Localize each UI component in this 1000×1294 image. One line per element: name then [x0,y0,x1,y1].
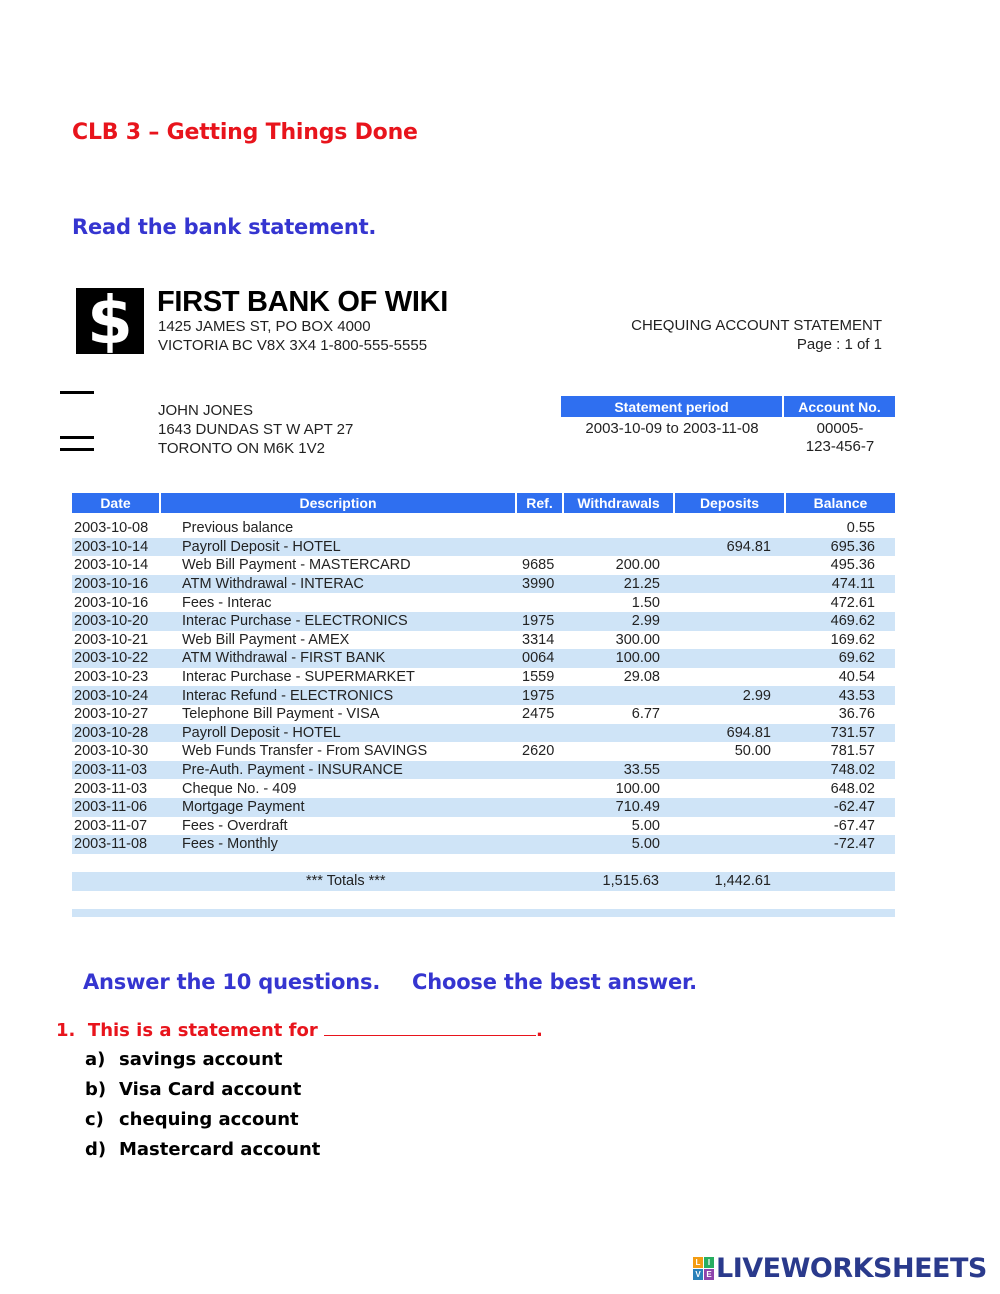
cell-description: Telephone Bill Payment - VISA [182,706,380,723]
table-row [72,631,895,650]
cell-ref [516,779,563,798]
cell-balance: -62.47 [785,798,895,817]
cell-balance: 474.11 [785,575,895,594]
cell-description: Fees - Interac [182,594,272,611]
cell-withdrawals: 100.00 [563,649,674,668]
cell-withdrawals: 710.49 [563,798,674,817]
cell-balance: 472.61 [830,594,875,611]
instruction-text: Read the bank statement. [72,215,377,239]
cell-date: 2003-10-08 [74,520,149,537]
table-row [72,835,895,854]
cell-date: 2003-10-23 [74,669,149,686]
bank-name: FIRST BANK OF WIKI [157,286,449,318]
column-header-date: Date [72,493,160,513]
cell-ref: 2620 [522,743,555,760]
cell-deposits [674,575,785,594]
table-row [72,556,895,575]
cell-description: ATM Withdrawal - FIRST BANK [160,649,516,668]
dollar-icon: $ [87,282,133,359]
cell-deposits: 50.00 [734,743,771,760]
liveworksheets-icon [693,1257,714,1280]
totals-withdrawals: 1,515.63 [602,873,659,889]
answer-blank[interactable] [324,1019,536,1036]
table-row [72,724,895,743]
cell-deposits [674,612,785,631]
cell-date: 2003-10-20 [72,612,160,631]
table-row [72,705,895,724]
cell-description: ATM Withdrawal - INTERAC [160,575,516,594]
cell-deposits [674,513,785,538]
cell-description: Payroll Deposit - HOTEL [160,538,516,557]
table-header-row [72,493,895,513]
table-row [72,686,895,705]
fold-mark [60,391,94,394]
cell-description: Mortgage Payment [160,798,516,817]
option-text: Visa Card account [119,1079,302,1100]
totals-label: *** Totals *** [306,873,386,889]
bank-address-line2: VICTORIA BC V8X 3X4 1-800-555-5555 [158,337,428,354]
cell-deposits [674,835,785,854]
cell-date: 2003-10-14 [74,557,149,574]
cell-description: Previous balance [182,520,294,537]
cell-balance: 695.36 [785,538,895,557]
cell-date: 2003-10-28 [72,724,160,743]
cell-balance: -72.47 [785,835,895,854]
cell-ref [516,761,563,780]
column-header-ref: Ref. [516,493,563,513]
cell-date: 2003-11-03 [72,761,160,780]
option-text: savings account [119,1049,283,1070]
cell-ref: 2475 [522,706,555,723]
cell-deposits [674,631,785,650]
cell-date: 2003-10-16 [74,594,149,611]
cell-balance: 495.36 [830,557,875,574]
cell-withdrawals [563,686,674,705]
option-letter: c) [85,1109,104,1130]
cell-date: 2003-11-06 [72,798,160,817]
cell-balance: 731.57 [785,724,895,743]
cell-balance: 781.57 [830,743,875,760]
cell-balance: 648.02 [830,780,875,797]
cell-date: 2003-10-30 [74,743,149,760]
account-number-value [785,420,895,456]
table-row [72,593,895,612]
cell-withdrawals [563,742,674,761]
liveworksheets-brand: LIVEWORKSHEETS [716,1253,987,1284]
cell-deposits [674,798,785,817]
cell-balance: 0.55 [846,520,875,537]
customer-name: JOHN JONES [158,402,254,419]
cell-balance: 169.62 [830,631,875,648]
table-row [72,761,895,780]
cell-deposits: 694.81 [674,724,785,743]
transactions-table [72,493,895,854]
column-header-deposits: Deposits [674,493,785,513]
cell-deposits [674,779,785,798]
cell-withdrawals: 33.55 [563,761,674,780]
statement-period-header: Statement period [561,396,782,417]
cell-description: Fees - Overdraft [182,817,288,834]
cell-date: 2003-10-24 [72,686,160,705]
option-letter: b) [85,1079,107,1100]
cell-balance: 469.62 [785,612,895,631]
cell-withdrawals [563,513,674,538]
logo-square: I [704,1257,714,1268]
cell-ref [516,538,563,557]
answer-option-d[interactable] [85,1139,320,1160]
cell-ref: 0064 [516,649,563,668]
statement-type: CHEQUING ACCOUNT STATEMENT [631,317,882,334]
cell-ref [516,593,563,612]
cell-description: Web Bill Payment - AMEX [182,631,350,648]
cell-description: Web Funds Transfer - From SAVINGS [182,743,428,760]
cell-date: 2003-11-07 [74,817,148,834]
cell-deposits [674,649,785,668]
cell-deposits [674,556,785,575]
cell-ref [516,817,563,836]
cell-deposits: 694.81 [674,538,785,557]
table-row [72,668,895,687]
table-row [72,513,895,538]
cell-withdrawals: 300.00 [615,631,660,648]
cell-date: 2003-10-16 [72,575,160,594]
fold-mark [60,448,94,451]
cell-description: Payroll Deposit - HOTEL [160,724,516,743]
cell-deposits: 2.99 [674,686,785,705]
cell-deposits [674,761,785,780]
cell-withdrawals: 2.99 [563,612,674,631]
question-1 [56,1019,543,1041]
bank-logo [76,282,144,359]
cell-ref: 1559 [522,669,555,686]
cell-ref: 3990 [516,575,563,594]
totals-deposits: 1,442.61 [714,873,771,889]
option-text: chequing account [119,1109,299,1130]
cell-withdrawals: 5.00 [563,835,674,854]
account-number-header: Account No. [784,396,895,417]
column-header-description: Description [160,493,516,513]
bank-address-line1: 1425 JAMES ST, PO BOX 4000 [158,318,371,335]
cell-withdrawals: 200.00 [615,557,660,574]
cell-deposits [674,817,785,836]
table-row [72,779,895,798]
cell-ref [516,798,563,817]
cell-ref [516,724,563,743]
cell-description: Web Bill Payment - MASTERCARD [182,557,411,574]
cell-ref: 1975 [516,686,563,705]
statement-period-value: 2003-10-09 to 2003-11-08 [585,420,759,437]
answer-option-c[interactable] [85,1109,299,1130]
logo-square: E [704,1269,714,1280]
cell-withdrawals [563,538,674,557]
answer-option-a[interactable] [85,1049,283,1070]
account-number-line1: 00005- [816,420,864,437]
answer-option-b[interactable] [85,1079,301,1100]
cell-withdrawals: 1.50 [631,594,660,611]
cell-ref [516,835,563,854]
cell-balance: 36.76 [838,706,875,723]
cell-date: 2003-10-14 [72,538,160,557]
statement-page: Page : 1 of 1 [796,336,882,353]
customer-address-line1: 1643 DUNDAS ST W APT 27 [158,421,354,438]
cell-ref: 1975 [516,612,563,631]
cell-deposits [674,705,785,724]
question-number: 1. [56,1020,76,1041]
cell-description: Cheque No. - 409 [182,780,297,797]
cell-date: 2003-11-03 [74,780,148,797]
column-header-balance: Balance [785,493,895,513]
table-row [72,742,895,761]
cell-withdrawals: 29.08 [623,669,660,686]
table-row [72,575,895,594]
cell-description: Pre-Auth. Payment - INSURANCE [160,761,516,780]
table-row [72,817,895,836]
questions-heading: Answer the 10 questions. [83,970,381,994]
table-row [72,538,895,557]
cell-description: Interac Purchase - SUPERMARKET [182,669,415,686]
cell-withdrawals [563,724,674,743]
cell-balance: 40.54 [838,669,875,686]
table-row [72,649,895,668]
cell-date: 2003-10-22 [72,649,160,668]
questions-subheading: Choose the best answer. [412,970,697,994]
cell-ref [516,513,563,538]
table-row [72,798,895,817]
cell-withdrawals: 6.77 [631,706,660,723]
cell-balance: 69.62 [785,649,895,668]
table-row [72,612,895,631]
question-text: This is a statement for [87,1020,324,1041]
cell-deposits [674,668,785,687]
logo-square: V [693,1269,703,1280]
totals-row [72,872,895,891]
cell-description: Fees - Monthly [160,835,516,854]
question-end: . [536,1020,543,1041]
cell-withdrawals: 100.00 [615,780,660,797]
cell-withdrawals: 5.00 [631,817,660,834]
cell-withdrawals: 21.25 [563,575,674,594]
cell-date: 2003-11-08 [72,835,160,854]
statement-footer-bar [72,909,895,917]
fold-mark [60,436,94,439]
cell-date: 2003-10-27 [74,706,149,723]
account-number-line2: 123-456-7 [805,438,875,455]
customer-address-line2: TORONTO ON M6K 1V2 [158,440,325,457]
cell-ref: 3314 [522,631,555,648]
option-letter: a) [85,1049,106,1070]
column-header-withdrawals: Withdrawals [563,493,674,513]
liveworksheets-logo [693,1253,987,1284]
cell-ref: 9685 [522,557,555,574]
cell-description: Interac Refund - ELECTRONICS [160,686,516,705]
cell-balance: 748.02 [785,761,895,780]
page-title: CLB 3 – Getting Things Done [72,120,418,145]
cell-date: 2003-10-21 [74,631,149,648]
cell-description: Interac Purchase - ELECTRONICS [160,612,516,631]
cell-balance: 43.53 [785,686,895,705]
cell-deposits [674,593,785,612]
option-text: Mastercard account [119,1139,321,1160]
cell-balance: -67.47 [833,817,875,834]
logo-square: L [693,1257,703,1268]
option-letter: d) [85,1139,107,1160]
